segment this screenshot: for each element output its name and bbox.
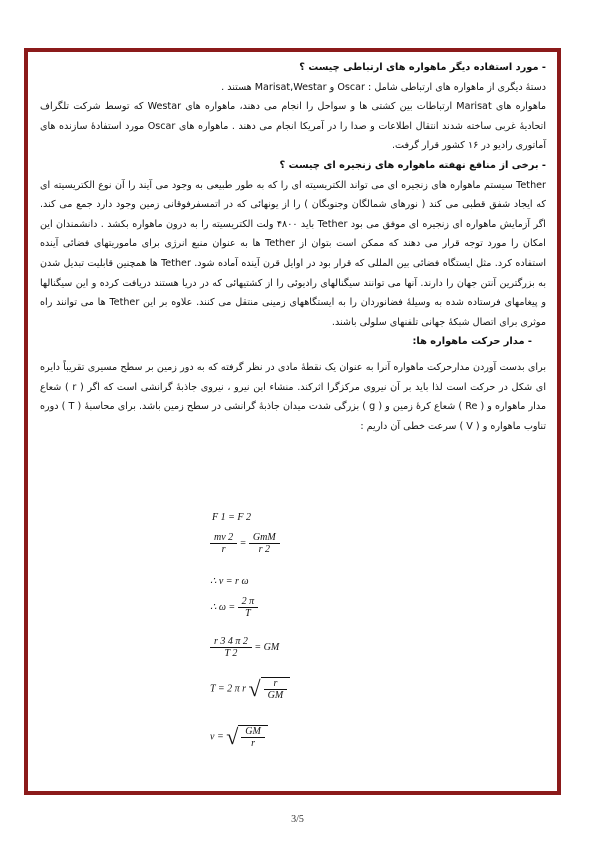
- paragraph-orbit: برای بدست آوردن مدارحرکت ماهواره آنرا به عنوان یک نقطهٔ مادی در نظر گرفته که به دور زمین بر سطح مسیری تقریباً دایره ای شکل در حرکت است لذا باید بر آن نیروی مرکزگرا اثرکند. منشاء این نیرو ، نیروی جاذبهٔ گرانشی است که اگر ( r ) شعاع مدار ماهواره و ( Re ) شعاع کرهٔ زمین و ( g ) بزرگی شدت میدان جاذبهٔ گرانشی در سطح زمین باشد. برای محاسبهٔ ( T ) دوره تناوب ماهواره و ( V ) سرعت خطی آن داریم :: [40, 361, 546, 432]
- heading-other-uses: - مورد استفاده دیگر ماهواره های ارتباطی چیست ؟: [299, 62, 546, 73]
- page-number: 3/5: [291, 814, 304, 825]
- fraction-mv2-r: $\frac{mv 2}{r}$: [210, 532, 237, 555]
- fraction-r3-t2: $\frac{r 3 4 \pi 2}{T 2}$: [210, 636, 252, 659]
- fraction-gmm-r2: $\frac{\text{GmM}}{r 2}$: [249, 532, 280, 555]
- document-body: [40, 58, 546, 436]
- equation-force-balance: F 1 = F 2: [212, 512, 251, 523]
- paragraph-satellite-roles: ماهواره های Marisat ارتباطات بین کشتی ها و سواحل را انجام می دهند، ماهواره های Westar که توسط شرکت تلگراف اتحادیهٔ غربی ساخته شدند انتقال اطلاعات و صدا را در آمریکا انجام می دهند . ماهواره های Oscar مورد استفادهٔ سازنده های آماتوری رادیو در ۱۶ کشور قرار گرفت.: [40, 101, 547, 152]
- equation-period: T = 2 π r √ $\frac{r}{GM}$: [210, 676, 290, 702]
- heading-tether-benefits: - برخی از منافع نهفته ماهواره های زنجیره ای چیست ؟: [279, 159, 546, 171]
- fraction-2pi-t: $\frac{2 \pi}{T}$: [238, 596, 259, 619]
- equation-kepler: $\frac{r 3 4 \pi 2}{T 2}$ = GM: [210, 636, 279, 659]
- equation-orbital-speed: v = √ $\frac{GM}{r}$: [210, 724, 268, 750]
- fraction-r-gm: $\frac{r}{GM}$: [264, 678, 288, 701]
- paragraph-satellite-types: دستهٔ دیگری از ماهواره های ارتباطی شامل : Oscar و Marisat,Westar هستند .: [221, 81, 546, 93]
- sqrt-icon: √: [226, 724, 239, 749]
- paragraph-tether: Tether سیستم ماهواره های زنجیره ای می تواند الکتریسیته ای را که به طور طبیعی به وجود می آیند را آن نوع الکتریسیته ای که ایجاد شفق قطبی می کند ( نورهای شمالگان وجنوبگان ) را از یونهائی که در اتمسفرفوقانی زمین وجود دارد جمع می کند. اگر آزمایش ماهواره ای زنجیره ای موفق می بود Tether باید ۴۸۰۰ ولت الکتریسیته را به درون ماهواره بکشد . دانشمندان این امکان را مورد توجه قرار می دهند که ممکن است بتوان از Tether ها به عنوان منبع انرژی برای ماموریتهای فضائی آینده استفاده کرد. مثل ایستگاه فضائی بین المللی که قرار بود در اوایل قرن آینده آماده شود. Tether ها همچنین قابلیت تبدیل شدن به بزرگترین آنتن جهان را دارند. آنها می توانند سیگنالهای رادیوئی را از کشتیهائی که در دریا هستند دریافت کرده و این سیگنالها و پیغامهای فرستاده شده به وسیلهٔ فضانوردان را به ایستگاههای زمینی منتقل می کنند. علاوه بر این Tether ها می توانند راه موثری برای اتصال شبکهٔ جهانی تلفنهای سلولی باشند.: [40, 179, 546, 328]
- equation-centripetal: $\frac{mv 2}{r}$ = $\frac{\text{GmM}}{r 2}$: [210, 532, 280, 555]
- equation-omega: ∴ ω = $\frac{2 \pi}{T}$: [210, 596, 258, 619]
- fraction-gm-r: $\frac{GM}{r}$: [241, 726, 265, 749]
- equation-velocity: ∴ v = r ω: [210, 576, 249, 587]
- sqrt-icon: √: [248, 676, 261, 701]
- heading-orbit: - مدار حرکت ماهواره ها:: [412, 336, 532, 348]
